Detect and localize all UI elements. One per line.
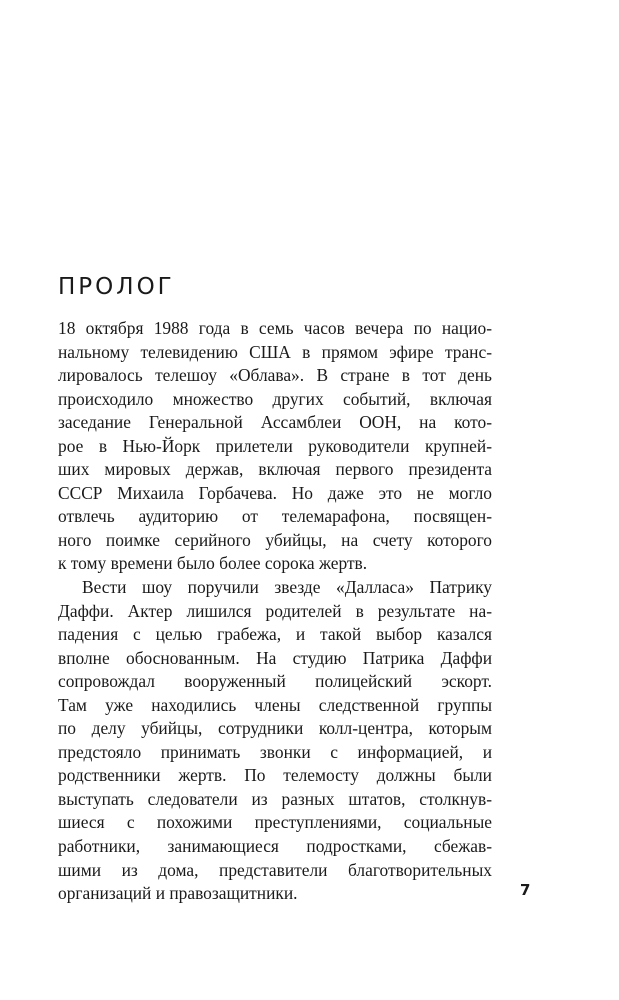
text-line: выступать следователи из разных штатов, столкнув- xyxy=(58,788,492,809)
text-line: родственники жертв. По телемосту должны были xyxy=(58,765,492,786)
text-line: сопровождал вооруженный полицейский эскорт. xyxy=(58,671,492,692)
text-line: шими из дома, представители благотворительных xyxy=(58,859,492,880)
text-line: отвлечь аудиторию от телемарафона, посвящен- xyxy=(58,506,492,527)
text-line: рое в Нью-Йорк прилетели руководители крупней- xyxy=(58,435,492,456)
text-line: Там уже находились члены следственной группы xyxy=(58,694,492,715)
text-line: ших мировых держав, включая первого президента xyxy=(58,459,492,480)
text-line: организаций и правозащитники. xyxy=(58,883,298,904)
text-line: ного поимке серийного убийцы, на счету которого xyxy=(58,529,492,550)
text-line: заседание Генеральной Ассамблеи ООН, на кото- xyxy=(58,412,492,433)
paragraph-2 xyxy=(58,576,492,906)
chapter-title: ПРОЛОГ xyxy=(58,274,175,300)
text-line: по делу убийцы, сотрудники колл-центра, которым xyxy=(58,718,492,739)
text-line: к тому времени было более сорока жертв. xyxy=(58,553,368,574)
text-line: Вести шоу поручили звезде «Далласа» Патрику xyxy=(82,577,492,598)
text-line: предстояло принимать звонки с информацией, и xyxy=(58,741,492,762)
text-line: СССР Михаила Горбачева. Но даже это не могло xyxy=(58,482,492,503)
text-line: шиеся с похожими преступлениями, социальные xyxy=(58,812,492,833)
text-line: Даффи. Актер лишился родителей в результате на- xyxy=(58,600,492,621)
body-text xyxy=(58,317,492,906)
text-line: 18 октября 1988 года в семь часов вечера по нацио- xyxy=(58,318,492,338)
text-line: происходило множество других событий, включая xyxy=(58,388,492,409)
text-line: вполне обоснованным. На студию Патрика Даффи xyxy=(58,647,492,668)
page-number: 7 xyxy=(520,881,531,899)
paragraph-1 xyxy=(58,317,492,576)
text-line: работники, занимающиеся подростками, сбежав- xyxy=(58,836,492,857)
text-line: нальному телевидению США в прямом эфире транс- xyxy=(58,341,492,362)
text-line: падения с целью грабежа, и такой выбор казался xyxy=(58,624,492,645)
text-line: лировалось телешоу «Облава». В стране в тот день xyxy=(58,365,492,386)
